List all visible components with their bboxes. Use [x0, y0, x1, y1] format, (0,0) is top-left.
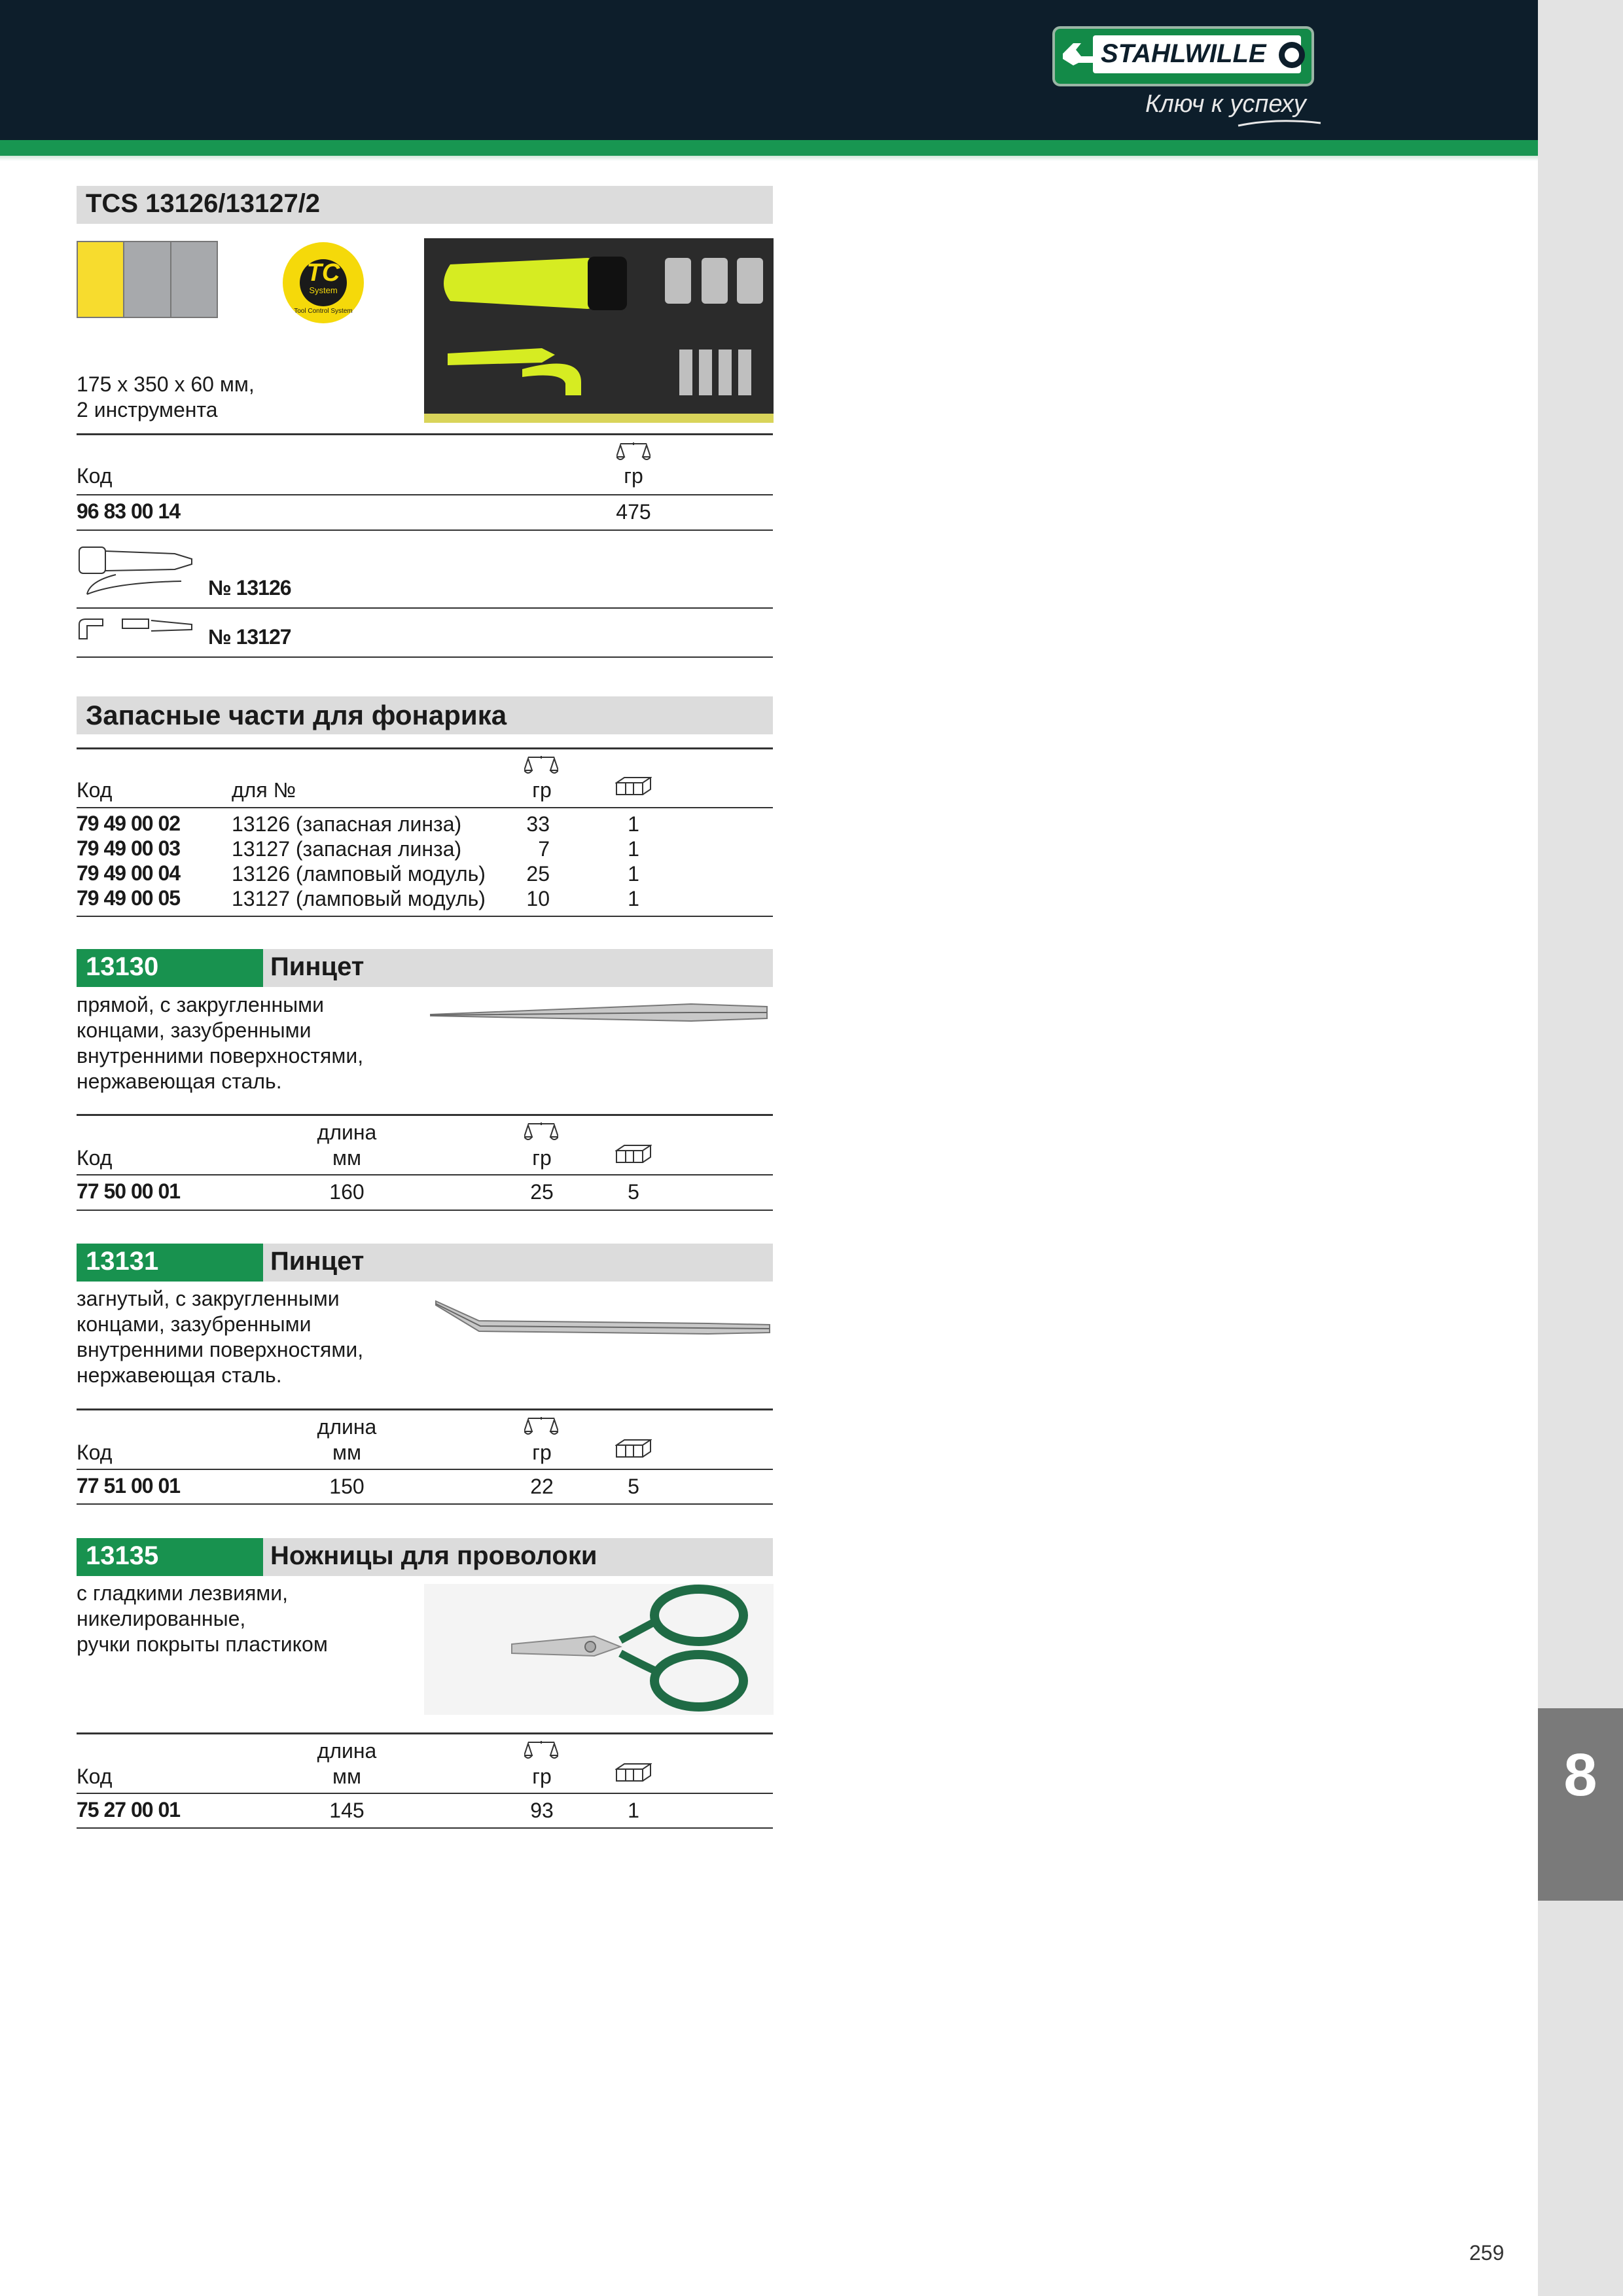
divider — [77, 1732, 773, 1734]
tc-badge-sub: System — [309, 285, 338, 295]
product-length: 145 — [329, 1799, 365, 1822]
col-length-header: длина — [317, 1415, 377, 1439]
divider — [77, 494, 773, 495]
brand-slogan: Ключ к успеху — [1145, 90, 1306, 118]
col-code-header: Код — [77, 1441, 113, 1464]
product-weight: 22 — [530, 1475, 554, 1498]
spare-code: 79 49 00 04 — [77, 861, 181, 885]
spare-for: 13127 (ламповый модуль) — [232, 887, 486, 910]
product-desc-line: концами, зазубренными — [77, 1312, 312, 1336]
tcs-insert-photo — [424, 238, 774, 423]
spare-weight: 10 — [526, 887, 550, 910]
weight-scale-icon — [616, 442, 651, 462]
stahlwille-logo — [1052, 26, 1314, 86]
divider — [77, 1503, 773, 1505]
weight-scale-icon — [524, 1741, 558, 1761]
spare-pack: 1 — [628, 812, 639, 836]
spare-weight: 25 — [526, 862, 550, 886]
divider — [77, 1469, 773, 1470]
spares-title: Запасные части для фонарика — [86, 700, 507, 730]
spare-code: 79 49 00 02 — [77, 812, 181, 835]
product-length: 150 — [329, 1475, 365, 1498]
product-code: 77 51 00 01 — [77, 1474, 181, 1498]
penlight-13127-drawing — [77, 615, 196, 644]
spare-code: 79 49 00 05 — [77, 886, 181, 910]
spare-weight: 7 — [538, 837, 550, 861]
col-length-unit: мм — [332, 1146, 361, 1170]
package-box-icon — [615, 776, 652, 796]
weight-scale-icon — [524, 1417, 558, 1437]
tcs-title: TCS 13126/13127/2 — [86, 189, 321, 218]
spare-pack: 1 — [628, 862, 639, 886]
col-code-header: Код — [77, 1765, 113, 1788]
color-swatches — [77, 241, 218, 318]
divider — [77, 1210, 773, 1211]
product-desc-line: нержавеющая сталь. — [77, 1363, 282, 1387]
col-length-unit: мм — [332, 1441, 361, 1464]
swatch-yellow — [78, 242, 124, 317]
product-title: Ножницы для проволоки — [270, 1541, 597, 1570]
product-desc-line: нержавеющая сталь. — [77, 1069, 282, 1093]
product-pack: 5 — [628, 1180, 639, 1204]
divider — [77, 916, 773, 917]
product-weight: 25 — [530, 1180, 554, 1204]
divider — [77, 747, 773, 749]
product-number-box — [77, 949, 263, 987]
divider — [77, 433, 773, 435]
wire-scissors-image — [424, 1584, 774, 1715]
product-number-box — [77, 1538, 263, 1576]
swatch-gray-2 — [171, 242, 217, 317]
col-code-header: Код — [77, 464, 113, 488]
product-number: 13131 — [86, 1247, 159, 1276]
divider — [77, 807, 773, 808]
col-weight-header: гр — [532, 778, 552, 802]
product-desc-line: с гладкими лезвиями, — [77, 1581, 289, 1605]
chapter-number: 8 — [1563, 1742, 1597, 1808]
product-pack: 5 — [628, 1475, 639, 1498]
spare-pack: 1 — [628, 887, 639, 910]
header-green-stripe — [0, 140, 1538, 156]
product-number: 13135 — [86, 1541, 159, 1570]
straight-tweezers-image — [429, 999, 770, 1031]
product-13131-title-bar — [77, 1244, 773, 1282]
spare-for: 13126 (запасная линза) — [232, 812, 462, 836]
product-weight: 93 — [530, 1799, 554, 1822]
spare-for: 13127 (запасная линза) — [232, 837, 462, 861]
product-desc-line: загнутый, с закругленными — [77, 1287, 340, 1310]
weight-scale-icon — [524, 756, 558, 776]
col-length-header: длина — [317, 1121, 377, 1144]
ring-wrench-icon — [1276, 37, 1308, 73]
col-weight-header: гр — [532, 1146, 552, 1170]
product-desc-line: концами, зазубренными — [77, 1018, 312, 1042]
header-stripe-fade — [0, 156, 1538, 161]
divider — [77, 1793, 773, 1794]
product-title: Пинцет — [270, 952, 365, 981]
spare-code: 79 49 00 03 — [77, 836, 181, 860]
package-box-icon — [615, 1439, 652, 1458]
spare-for: 13126 (ламповый модуль) — [232, 862, 486, 886]
product-number-box — [77, 1244, 263, 1282]
product-code: 77 50 00 01 — [77, 1179, 181, 1203]
product-pack: 1 — [628, 1799, 639, 1822]
col-for-header: для № — [232, 778, 296, 802]
tcs-weight: 475 — [616, 500, 651, 524]
product-13135-title-bar — [77, 1538, 773, 1576]
col-code-header: Код — [77, 1146, 113, 1170]
package-box-icon — [615, 1144, 652, 1164]
product-desc-line: внутренними поверхностями, — [77, 1044, 364, 1067]
divider — [77, 1827, 773, 1829]
tc-badge-ring: Tool Control System — [294, 308, 353, 315]
divider — [77, 607, 773, 609]
tcs-title-bar — [77, 186, 773, 224]
chapter-tab[interactable] — [1538, 1708, 1623, 1901]
spares-title-bar — [77, 696, 773, 734]
product-13130-title-bar — [77, 949, 773, 987]
side-margin — [1538, 0, 1623, 2296]
divider — [77, 529, 773, 531]
col-length-header: длина — [317, 1739, 377, 1763]
spare-pack: 1 — [628, 837, 639, 861]
tcs-code: 96 83 00 14 — [77, 499, 181, 523]
divider — [77, 1408, 773, 1410]
product-number: 13130 — [86, 952, 159, 981]
package-box-icon — [615, 1763, 652, 1782]
col-weight-header: гр — [532, 1765, 552, 1788]
col-length-unit: мм — [332, 1765, 361, 1788]
tcs-tool-count: 2 инструмента — [77, 398, 218, 422]
flashlight-13126-drawing — [77, 542, 196, 601]
product-desc-line: никелированные, — [77, 1607, 246, 1630]
divider — [77, 1174, 773, 1175]
product-desc-line: ручки покрыты пластиком — [77, 1632, 328, 1656]
divider — [77, 1114, 773, 1116]
tcs-dimensions: 175 x 350 x 60 мм, — [77, 372, 255, 396]
swatch-gray — [124, 242, 171, 317]
product-code: 75 27 00 01 — [77, 1798, 181, 1821]
product-desc-line: внутренними поверхностями, — [77, 1338, 364, 1361]
tc-badge-label: TC — [306, 259, 340, 287]
product-desc-line: прямой, с закругленными — [77, 993, 324, 1016]
contents-13126-label: № 13126 — [208, 576, 291, 600]
weight-scale-icon — [524, 1122, 558, 1142]
product-title: Пинцет — [270, 1247, 365, 1276]
col-weight-header: гр — [624, 464, 643, 488]
slogan-swoosh — [1237, 117, 1322, 130]
divider — [77, 656, 773, 658]
page-number: 259 — [1469, 2241, 1505, 2265]
product-length: 160 — [329, 1180, 365, 1204]
contents-13127-label: № 13127 — [208, 625, 291, 649]
spare-weight: 33 — [526, 812, 550, 836]
bent-tweezers-image — [433, 1299, 774, 1344]
logo-text: STAHLWILLE — [1101, 39, 1266, 68]
col-weight-header: гр — [532, 1441, 552, 1464]
col-code-header: Код — [77, 778, 113, 802]
